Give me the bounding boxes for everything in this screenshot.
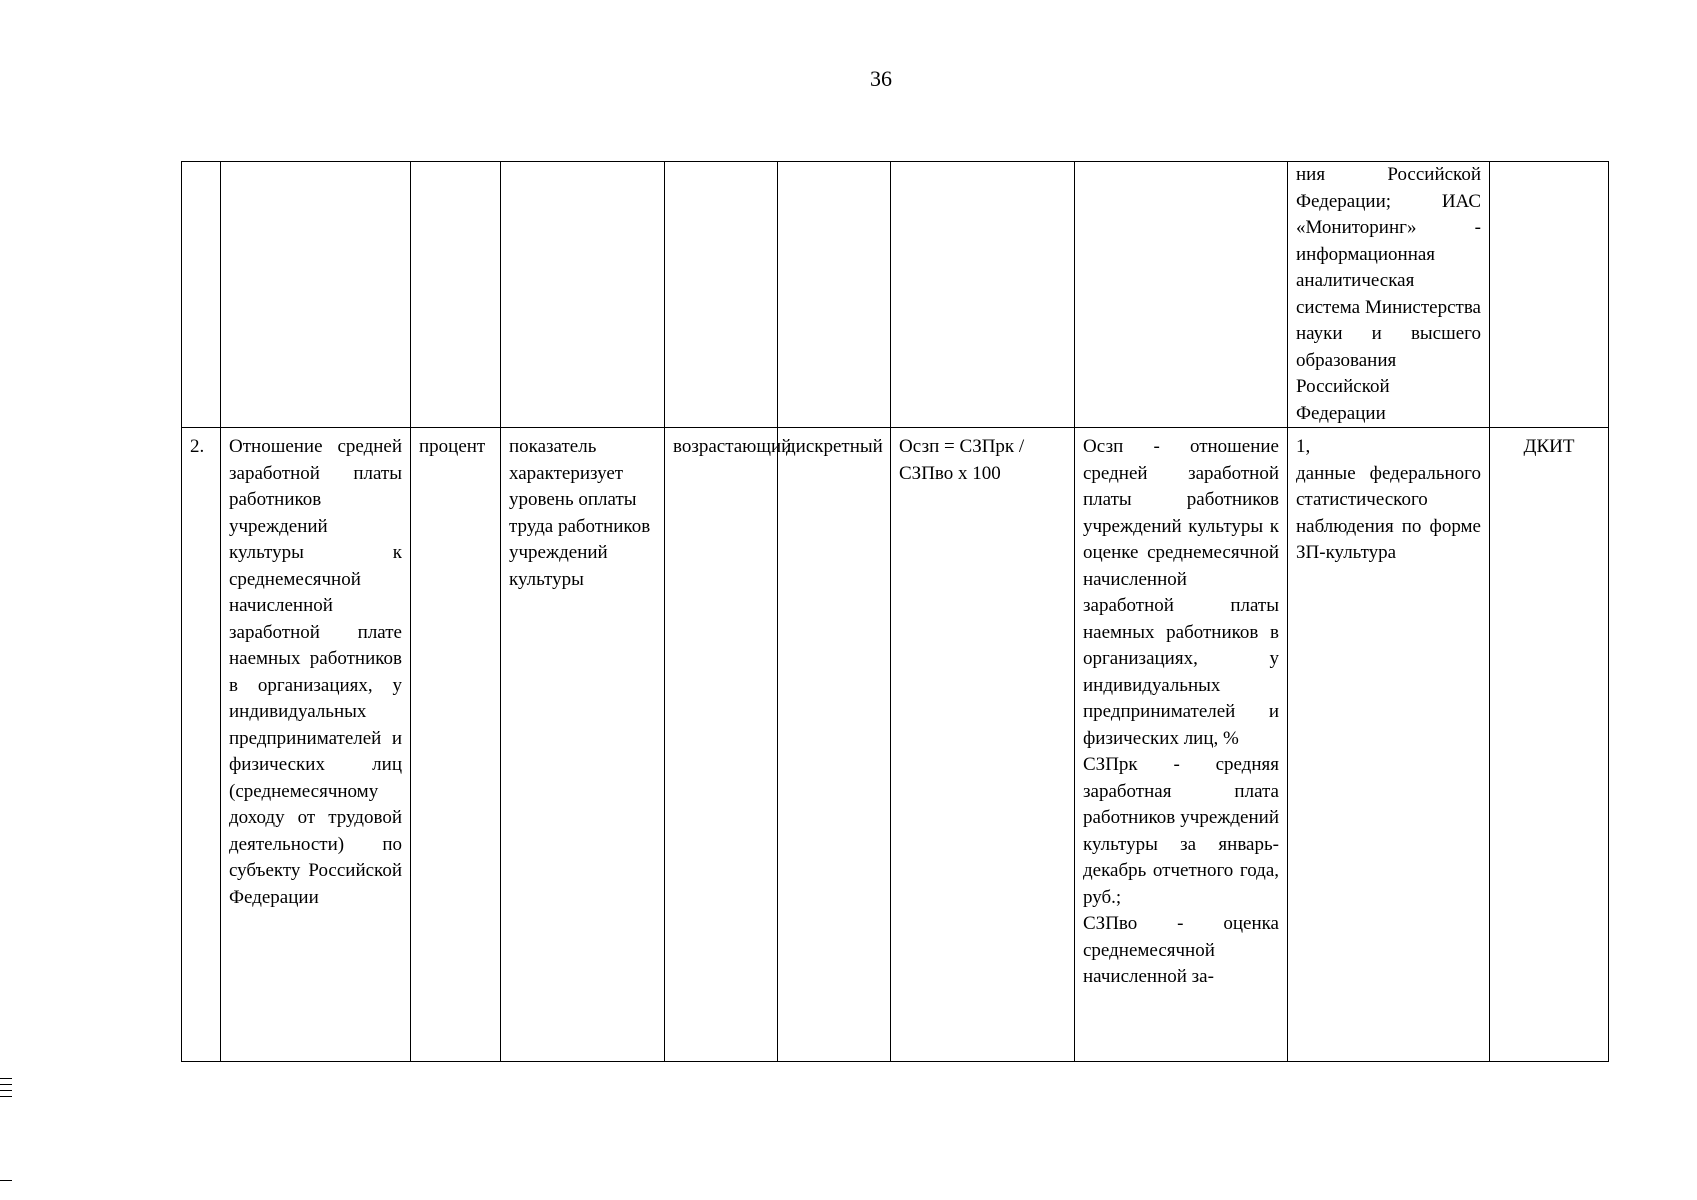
margin-mark [0,1084,12,1085]
cell-name [221,162,411,428]
cell-unit [411,162,501,428]
cell-num: 2. [182,428,221,1062]
explanation-line: СЗПво - оценка среднемесячной начисленной за- [1083,913,1279,987]
cell-explanation [1075,428,1288,1062]
margin-mark [0,1090,12,1091]
cell-trend: возрастающий [665,428,778,1062]
indicators-table [181,161,1609,1062]
cell-source: ния Российской Федерации; ИАС «Мониторинг» - информационная аналитическая система Министерства науки и высшего образования Российской Федерации [1288,162,1490,428]
cell-num [182,162,221,428]
cell-name: Отношение средней заработной платы работников учреждений культуры к среднемесячной начисленной заработной плате наемных работников в организациях, у индивидуальных предпринимателей и физических лиц (среднемесячному доходу от трудовой деятельности) по субъекту Российской Федерации [221,428,411,1062]
margin-mark [0,1180,12,1181]
cell-explanation [1075,162,1288,428]
page-number: 36 [870,66,892,91]
source-number: 1, [1296,436,1311,457]
margin-mark [0,1096,12,1097]
cell-formula [891,162,1075,428]
explanation-line: Осзп - отношение средней заработной платы работников учреждений культуры к оценке среднемесячной начисленной заработной платы наемных работников в организациях, у индивидуальных предпринимателей и физических лиц, % [1083,436,1279,749]
cell-source [1288,428,1490,1062]
table-row [182,162,1609,428]
cell-type: дискретный [778,428,891,1062]
cell-unit: процент [411,428,501,1062]
table-row [182,428,1609,1062]
explanation-line: СЗПрк - средняя заработная плата работников учреждений культуры за январь-декабрь отчетного года, руб.; [1083,754,1279,908]
cell-type [778,162,891,428]
cell-responsible [1490,162,1609,428]
cell-definition [501,162,665,428]
cell-trend [665,162,778,428]
source-text: данные федерального статистического наблюдения по форме ЗП-культура [1296,462,1481,563]
cell-formula: Осзп = СЗПрк / СЗПво х 100 [891,428,1075,1062]
cell-responsible: ДКИТ [1490,428,1609,1062]
margin-mark [0,1078,12,1079]
cell-definition: показатель характеризует уровень оплаты труда работников учреждений культуры [501,428,665,1062]
